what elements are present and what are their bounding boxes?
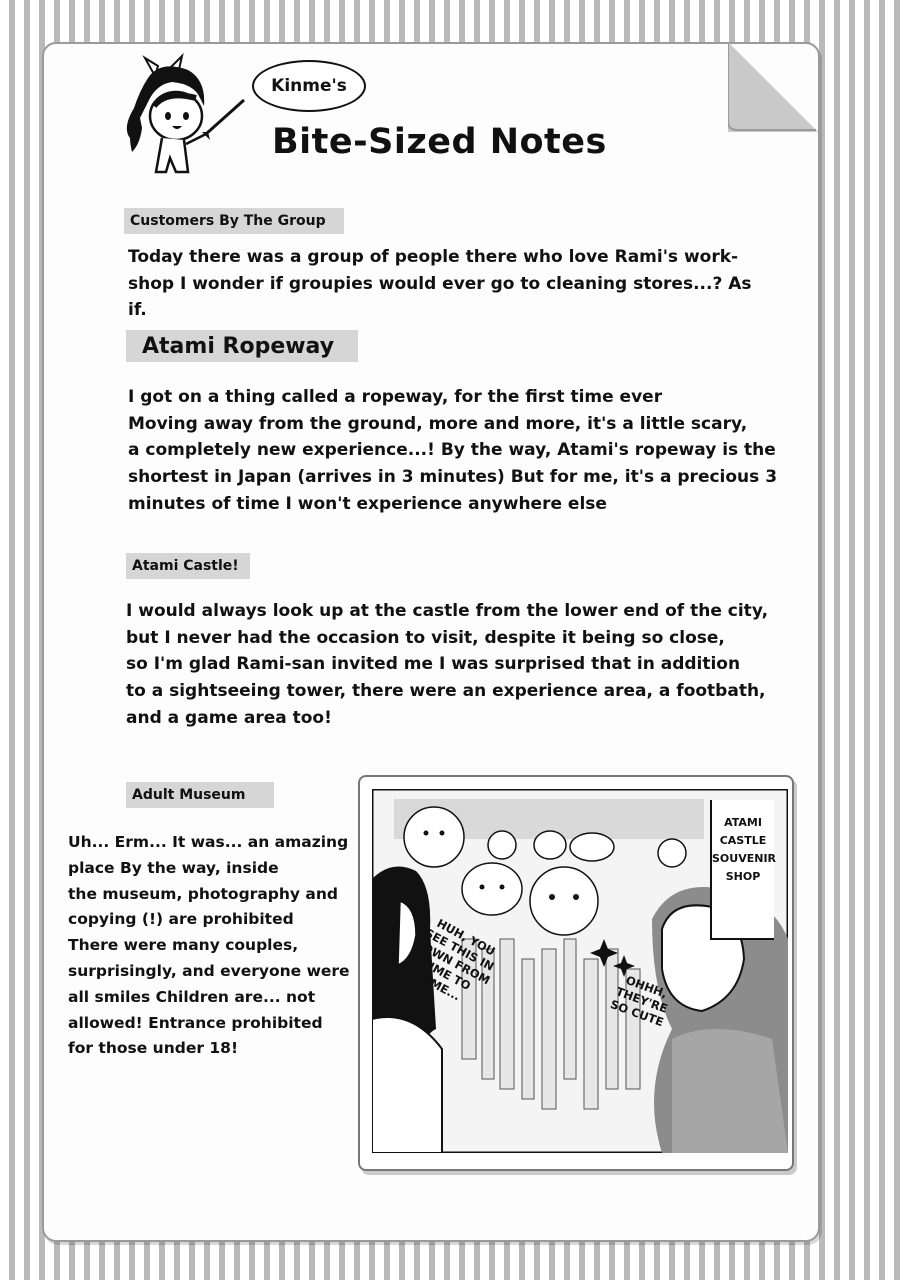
- page-fold-corner: [728, 42, 818, 132]
- section-heading-castle: Atami Castle!: [126, 553, 250, 579]
- section-body-museum: Uh... Erm... It was... an amazing place By the way, inside the museum, photography and copying (!) are prohibited There were many couples, surprisingly, and everyone were all smiles Children are... not allowed! Entrance prohibited for those under 18!: [68, 833, 350, 1058]
- kinme-name-text: Kinme's: [271, 76, 347, 96]
- section-heading-customers: Customers By The Group: [124, 208, 344, 234]
- page-title: Bite-Sized Notes: [272, 122, 607, 162]
- section-heading-ropeway: Atami Ropeway: [126, 330, 358, 362]
- kinme-name-bubble: [252, 60, 366, 112]
- section-body-customers: Today there was a group of people there who love Rami's work- shop I wonder if groupies would ever go to cleaning stores...? As if.: [128, 247, 752, 321]
- section-body-ropeway: I got on a thing called a ropeway, for the first time ever Moving away from the ground, more and more, it's a little scary, a completely new experience...! By the way, Atami's ropeway is the shortest in Japan (arrives in 3 minutes) But for me, it's a precious 3 minutes of time I won't experience anywhere else: [128, 387, 778, 514]
- section-body-castle: I would always look up at the castle from the lower end of the city, but I never had the occasion to visit, despite it being so close, so I'm glad Rami-san invited me I was surprised that in addition to a sightseeing tower, there were an experience area, a footbath, and a game area too!: [126, 601, 769, 728]
- speech-right: OHHH, THEY'RE SO CUTE: [608, 972, 670, 1030]
- section-heading-museum: Adult Museum: [126, 782, 274, 808]
- speech-left: HUH, YOU SEE THIS IN TOWN FROM TIME TO TIME...: [413, 916, 498, 1004]
- shop-sign: ATAMI CASTLE SOUVENIR SHOP: [710, 800, 774, 940]
- kinme-mascot-illustration: [110, 48, 260, 188]
- manga-panel-image: [358, 775, 794, 1171]
